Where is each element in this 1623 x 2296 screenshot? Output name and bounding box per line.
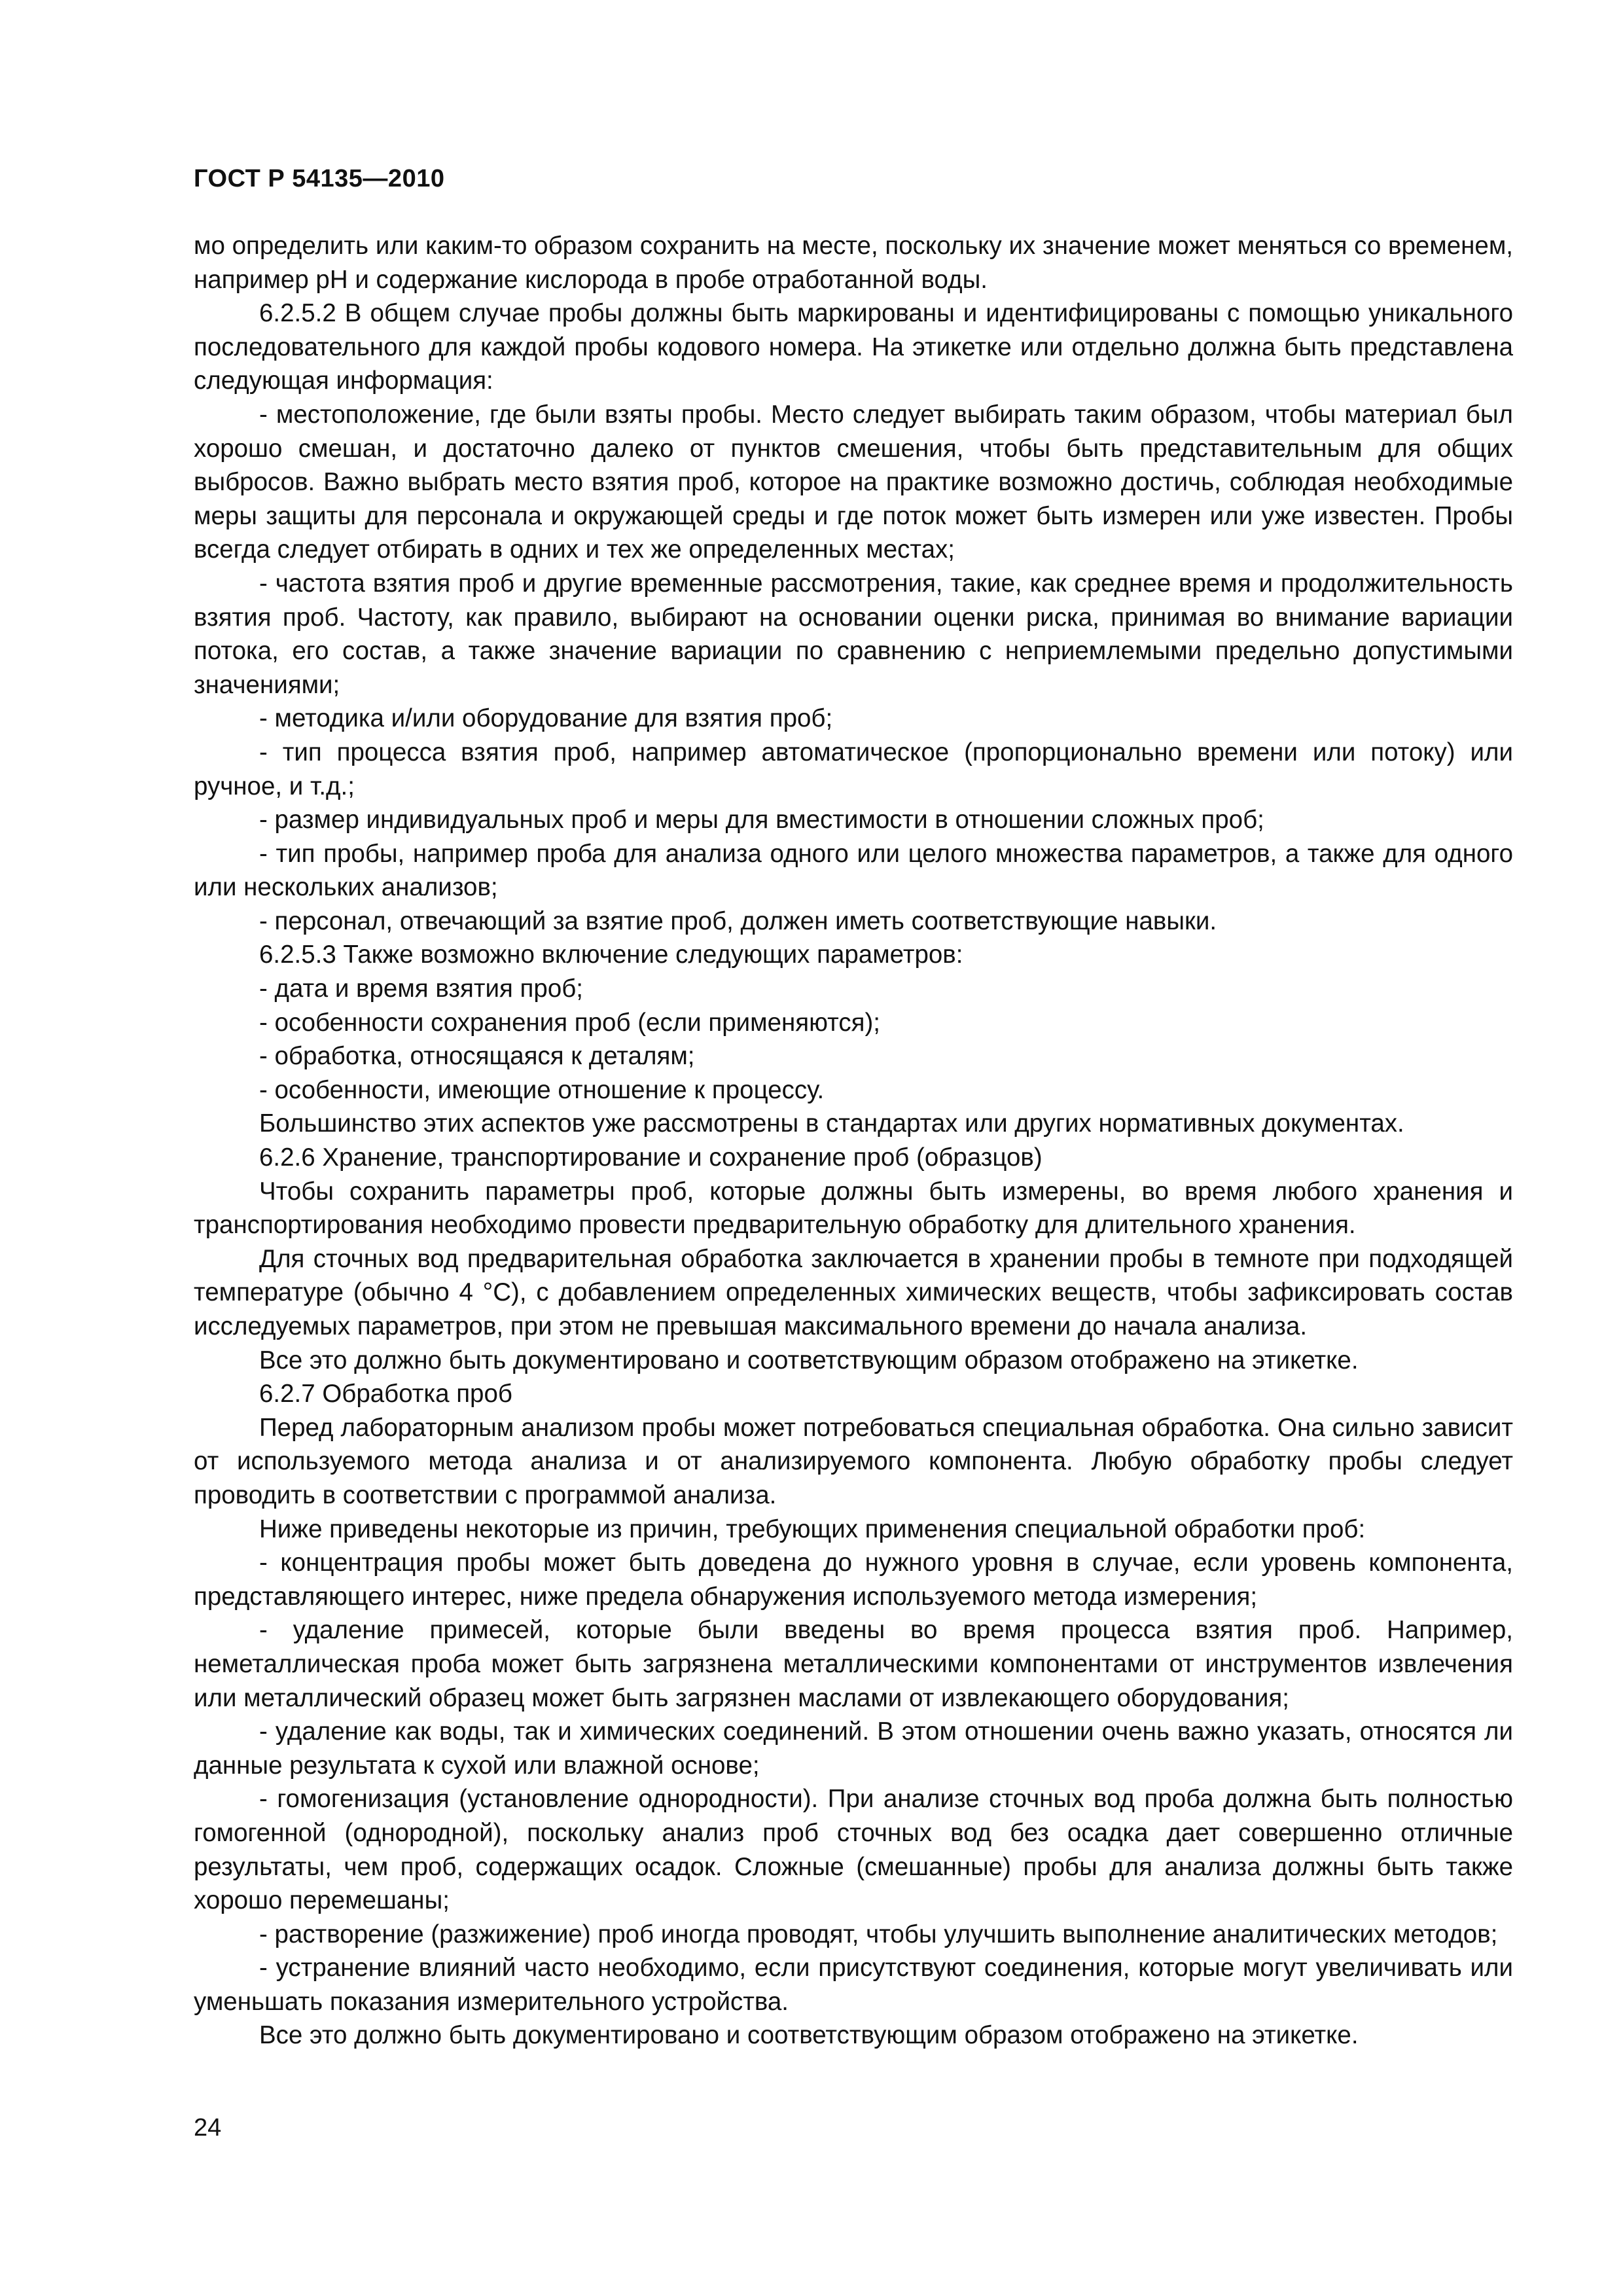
- paragraph: - методика и/или оборудование для взятия проб;: [259, 704, 833, 733]
- document-header-title: ГОСТ Р 54135—2010: [194, 165, 445, 192]
- paragraph: - концентрация пробы может быть доведена до нужного уровня в случае, если уровень компонента, представляющего интерес, ниже предела обнаружения используемого метода измерения;: [194, 1549, 1513, 1611]
- paragraph: - гомогенизация (установление однородности). При анализе сточных вод проба должна быть полностью гомогенной (однородной), поскольку анализ проб сточных вод без осадка дает совершенно отличные результаты, чем проб, содержащих осадок. Сложные (смешанные) пробы для анализа должны быть также хорошо перемешаны;: [194, 1785, 1513, 1915]
- paragraph: Перед лабораторным анализом пробы может потребоваться специальная обработка. Она сильно зависит от используемого метода анализа и от анализируемого компонента. Любую обработку пробы следует проводить в соответствии с программой анализа.: [194, 1413, 1513, 1509]
- paragraph: - размер индивидуальных проб и меры для вместимости в отношении сложных проб;: [259, 806, 1264, 834]
- paragraph: - обработка, относящаяся к деталям;: [259, 1042, 695, 1071]
- paragraph: - растворение (разжижение) проб иногда проводят, чтобы улучшить выполнение аналитических методов;: [259, 1920, 1498, 1948]
- paragraph: - персонал, отвечающий за взятие проб, должен иметь соответствующие навыки.: [259, 906, 1217, 935]
- paragraph: - дата и время взятия проб;: [259, 975, 583, 1003]
- paragraph: 6.2.6 Хранение, транспортирование и сохранение проб (образцов): [259, 1143, 1043, 1172]
- document-body: [194, 229, 1513, 2053]
- paragraph: - особенности сохранения проб (если применяются);: [259, 1008, 880, 1037]
- paragraph: - удаление примесей, которые были введены во время процесса взятия проб. Например, неметаллическая проба может быть загрязнена металлическими компонентами от инструментов извлечения или металлический образец может быть загрязнен маслами от извлекающего оборудования;: [194, 1616, 1513, 1712]
- paragraph: 6.2.5.3 Также возможно включение следующих параметров:: [259, 941, 963, 969]
- paragraph: Большинство этих аспектов уже рассмотрены в стандартах или других нормативных документах.: [259, 1109, 1404, 1138]
- paragraph: 6.2.5.2 В общем случае пробы должны быть маркированы и идентифицированы с помощью уникального последовательного для каждой пробы кодового номера. На этикетке или отдельно должна быть представлена следующая информация:: [194, 299, 1513, 395]
- paragraph: - частота взятия проб и другие временные рассмотрения, такие, как среднее время и продолжительность взятия проб. Частоту, как правило, выбирают на основании оценки риска, принимая во внимание вариации потока, его состав, а также значение вариации по сравнению с неприемлемыми предельно допустимыми значениями;: [194, 569, 1513, 699]
- paragraph: Все это должно быть документировано и соответствующим образом отображено на этикетке.: [259, 1346, 1359, 1374]
- paragraph: - устранение влияний часто необходимо, если присутствуют соединения, которые могут увеличивать или уменьшать показания измерительного устройства.: [194, 1954, 1513, 2016]
- paragraph: 6.2.7 Обработка проб: [259, 1380, 512, 1408]
- paragraph: Чтобы сохранить параметры проб, которые должны быть измерены, во время любого хранения и транспортирования необходимо провести предварительную обработку для длительного хранения.: [194, 1177, 1513, 1240]
- page-number: 24: [194, 2114, 222, 2142]
- paragraph: - особенности, имеющие отношение к процессу.: [259, 1075, 825, 1104]
- paragraph: Все это должно быть документировано и соответствующим образом отображено на этикетке.: [259, 2021, 1359, 2050]
- paragraph: Для сточных вод предварительная обработка заключается в хранении пробы в темноте при подходящей температуре (обычно 4 °С), с добавлением определенных химических веществ, чтобы зафиксировать состав исследуемых параметров, при этом не превышая максимального времени до начала анализа.: [194, 1244, 1513, 1340]
- paragraph: - тип процесса взятия проб, например автоматическое (пропорционально времени или потоку) или ручное, и т.д.;: [194, 738, 1513, 800]
- paragraph: - тип пробы, например проба для анализа одного или целого множества параметров, а также для одного или нескольких анализов;: [194, 839, 1513, 902]
- paragraph: - удаление как воды, так и химических соединений. В этом отношении очень важно указать, относятся ли данные результата к сухой или влажной основе;: [194, 1717, 1513, 1780]
- paragraph: - местоположение, где были взяты пробы. Место следует выбирать таким образом, чтобы материал был хорошо смешан, и достаточно далеко от пунктов смешения, чтобы быть представительным для общих выбросов. Важно выбрать место взятия проб, которое на практике возможно достичь, соблюдая необходимые меры защиты для персонала и окружающей среды и где поток может быть измерен или уже известен. Пробы всегда следует отбирать в одних и тех же определенных местах;: [194, 400, 1513, 564]
- paragraph: Ниже приведены некоторые из причин, требующих применения специальной обработки проб:: [259, 1515, 1366, 1543]
- paragraph: мо определить или каким-то образом сохранить на месте, поскольку их значение может меняться со временем, например pH и содержание кислорода в пробе отработанной воды.: [194, 232, 1513, 294]
